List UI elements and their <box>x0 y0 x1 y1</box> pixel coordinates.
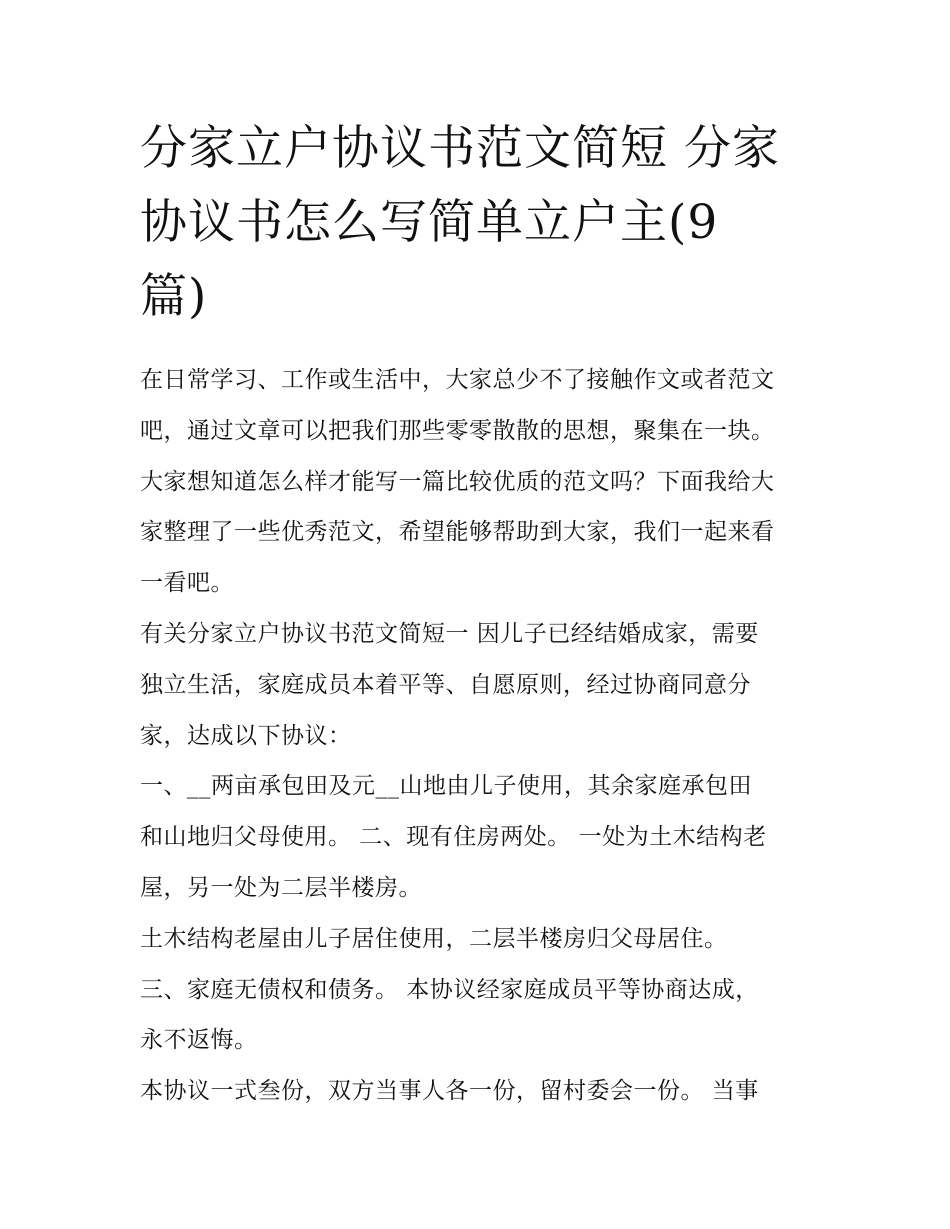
document-title <box>140 112 820 334</box>
body-line: 家整理了一些优秀范文，希望能够帮助到大家，我们一起来看 <box>140 519 775 546</box>
body-line: 吧，通过文章可以把我们那些零零散散的思想，聚集在一块。 <box>140 417 775 444</box>
body-line: 一、__两亩承包田及元__山地由儿子使用，其余家庭承包田 <box>140 773 752 800</box>
body-line: 家，达成以下协议： <box>140 722 352 749</box>
body-line: 在日常学习、工作或生活中，大家总少不了接触作文或者范文 <box>140 367 775 393</box>
title-line: 协议书怎么写简单立户主(9 <box>140 195 719 250</box>
body-line: 独立生活，家庭成员本着平等、自愿原则，经过协商同意分 <box>140 671 751 698</box>
body-line: 有关分家立户协议书范文简短一 因儿子已经结婚成家，需要 <box>140 620 759 647</box>
body-line: 大家想知道怎么样才能写一篇比较优质的范文吗？下面我给大 <box>140 468 775 495</box>
body-line: 永不返悔。 <box>140 1027 258 1054</box>
body-line: 本协议一式叁份，双方当事人各一份，留村委会一份。 当事 <box>140 1078 759 1105</box>
body-line: 土木结构老屋由儿子居住使用，二层半楼房归父母居住。 <box>140 925 728 952</box>
body-line: 三、家庭无债权和债务。 本协议经家庭成员平等协商达成， <box>140 976 759 1003</box>
body-line: 屋，另一处为二层半楼房。 <box>140 874 422 901</box>
title-line: 分家立户协议书范文简短 分家 <box>140 121 780 176</box>
body-line: 和山地归父母使用。 二、现有住房两处。 一处为土木结构老 <box>140 824 767 851</box>
document-body <box>140 355 820 1117</box>
title-line: 篇) <box>140 269 208 324</box>
body-line: 一看吧。 <box>140 570 234 597</box>
